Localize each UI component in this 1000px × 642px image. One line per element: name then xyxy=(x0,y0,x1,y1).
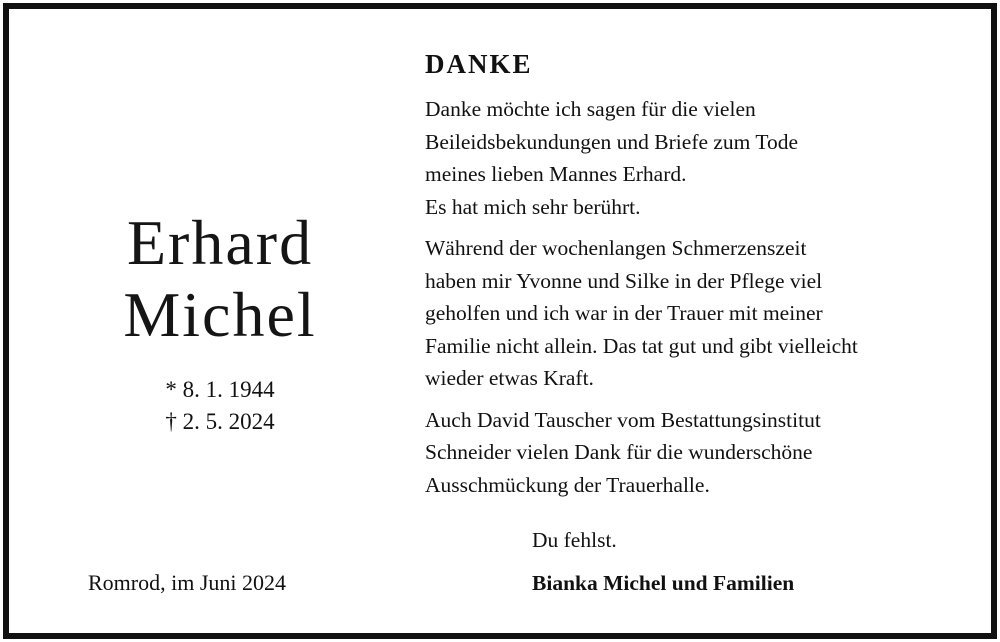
text-line: Danke möchte ich sagen für die vielen xyxy=(425,97,756,121)
place-and-date: Romrod, im Juni 2024 xyxy=(88,570,287,595)
text-line: meines lieben Mannes Erhard. xyxy=(425,162,687,186)
death-date: † 2. 5. 2024 xyxy=(165,409,275,434)
signature: Bianka Michel und Familien xyxy=(532,571,795,595)
last-name: Michel xyxy=(123,279,317,350)
text-line: Ausschmückung der Trauerhalle. xyxy=(425,472,710,497)
paragraph xyxy=(425,93,975,223)
heading: DANKE xyxy=(425,49,533,79)
text-line: Es hat mich sehr berührt. xyxy=(425,194,641,219)
text-line: Beileidsbekundungen und Briefe zum Tode xyxy=(425,129,799,154)
text-line: geholfen und ich war in der Trauer mit meiner xyxy=(425,301,823,325)
text-line: Schneider vielen Dank für die wunderschöne xyxy=(425,440,813,464)
paragraph xyxy=(425,404,975,502)
text-line: Während der wochenlangen Schmerzenszeit xyxy=(425,236,807,260)
thanks-text xyxy=(425,46,975,510)
deceased-name xyxy=(60,207,380,351)
birth-date: * 8. 1. 1944 xyxy=(165,377,275,402)
text-line: haben mir Yvonne und Silke in der Pflege viel xyxy=(425,268,823,293)
first-name: Erhard xyxy=(126,207,314,278)
text-line: Auch David Tauscher vom Bestattungsinstitut xyxy=(425,407,821,432)
text-line: wieder etwas Kraft. xyxy=(425,366,594,390)
life-dates xyxy=(60,374,380,438)
closing-line: Du fehlst. xyxy=(532,528,617,552)
paragraph xyxy=(425,232,975,395)
text-line: Familie nicht allein. Das tat gut und gibt vielleicht xyxy=(425,333,858,358)
